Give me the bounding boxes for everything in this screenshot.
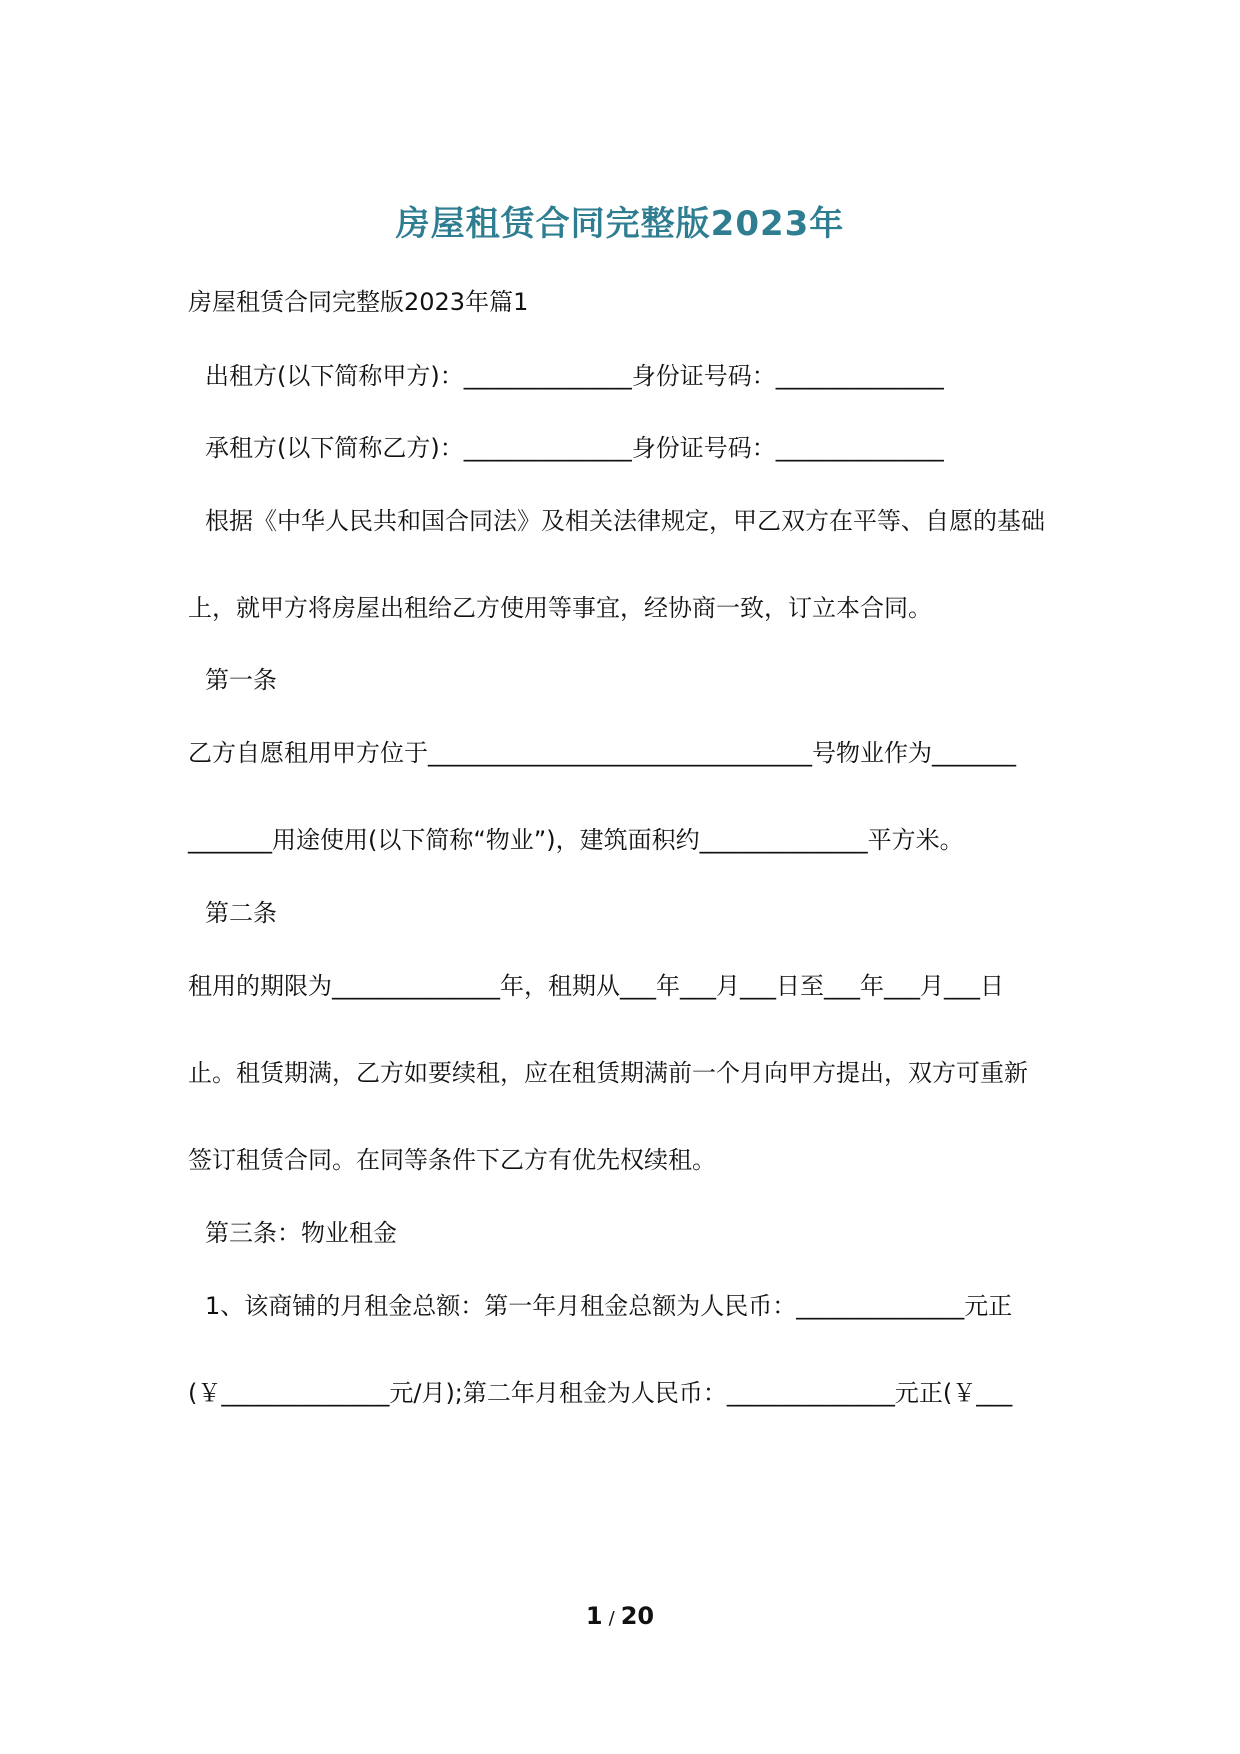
article-heading: 第一条 (205, 666, 277, 694)
paragraph-line: 签订租赁合同。在同等条件下乙方有优先权续租。 (188, 1146, 716, 1174)
document-subtitle: 房屋租赁合同完整版2023年篇1 (188, 288, 529, 316)
paragraph-line: 乙方自愿租用甲方位于________________________________号物业作为_______ (188, 739, 1016, 767)
paragraph-line: 根据《中华人民共和国合同法》及相关法律规定，甲乙双方在平等、自愿的基础 (205, 507, 1045, 535)
current-page-number: 1 (585, 1602, 603, 1630)
paragraph-line: 1、该商铺的月租金总额：第一年月租金总额为人民币：______________元正 (205, 1292, 1013, 1320)
total-pages: 20 (620, 1602, 655, 1630)
article-heading: 第二条 (205, 899, 277, 927)
paragraph-line: 止。租赁期满，乙方如要续租，应在租赁期满前一个月向甲方提出，双方可重新 (188, 1059, 1028, 1087)
paragraph-line: _______用途使用(以下简称“物业”)，建筑面积约______________平方米。 (188, 826, 964, 854)
paragraph-line: (￥______________元/月);第二年月租金为人民币：______________元正(￥___ (188, 1379, 1013, 1407)
page-separator: / (608, 1608, 615, 1629)
lessor-line: 出租方(以下简称甲方)：______________身份证号码：______________ (205, 362, 944, 390)
paragraph-line: 上，就甲方将房屋出租给乙方使用等事宜，经协商一致，订立本合同。 (188, 594, 932, 622)
paragraph-line: 租用的期限为______________年，租期从___年___月___日至___年___月___日 (188, 972, 1004, 1000)
lessee-line: 承租方(以下简称乙方)：______________身份证号码：______________ (205, 434, 944, 462)
article-heading: 第三条：物业租金 (205, 1219, 397, 1247)
document-title: 房屋租赁合同完整版2023年 (395, 204, 845, 244)
page-indicator (0, 1602, 1240, 1630)
